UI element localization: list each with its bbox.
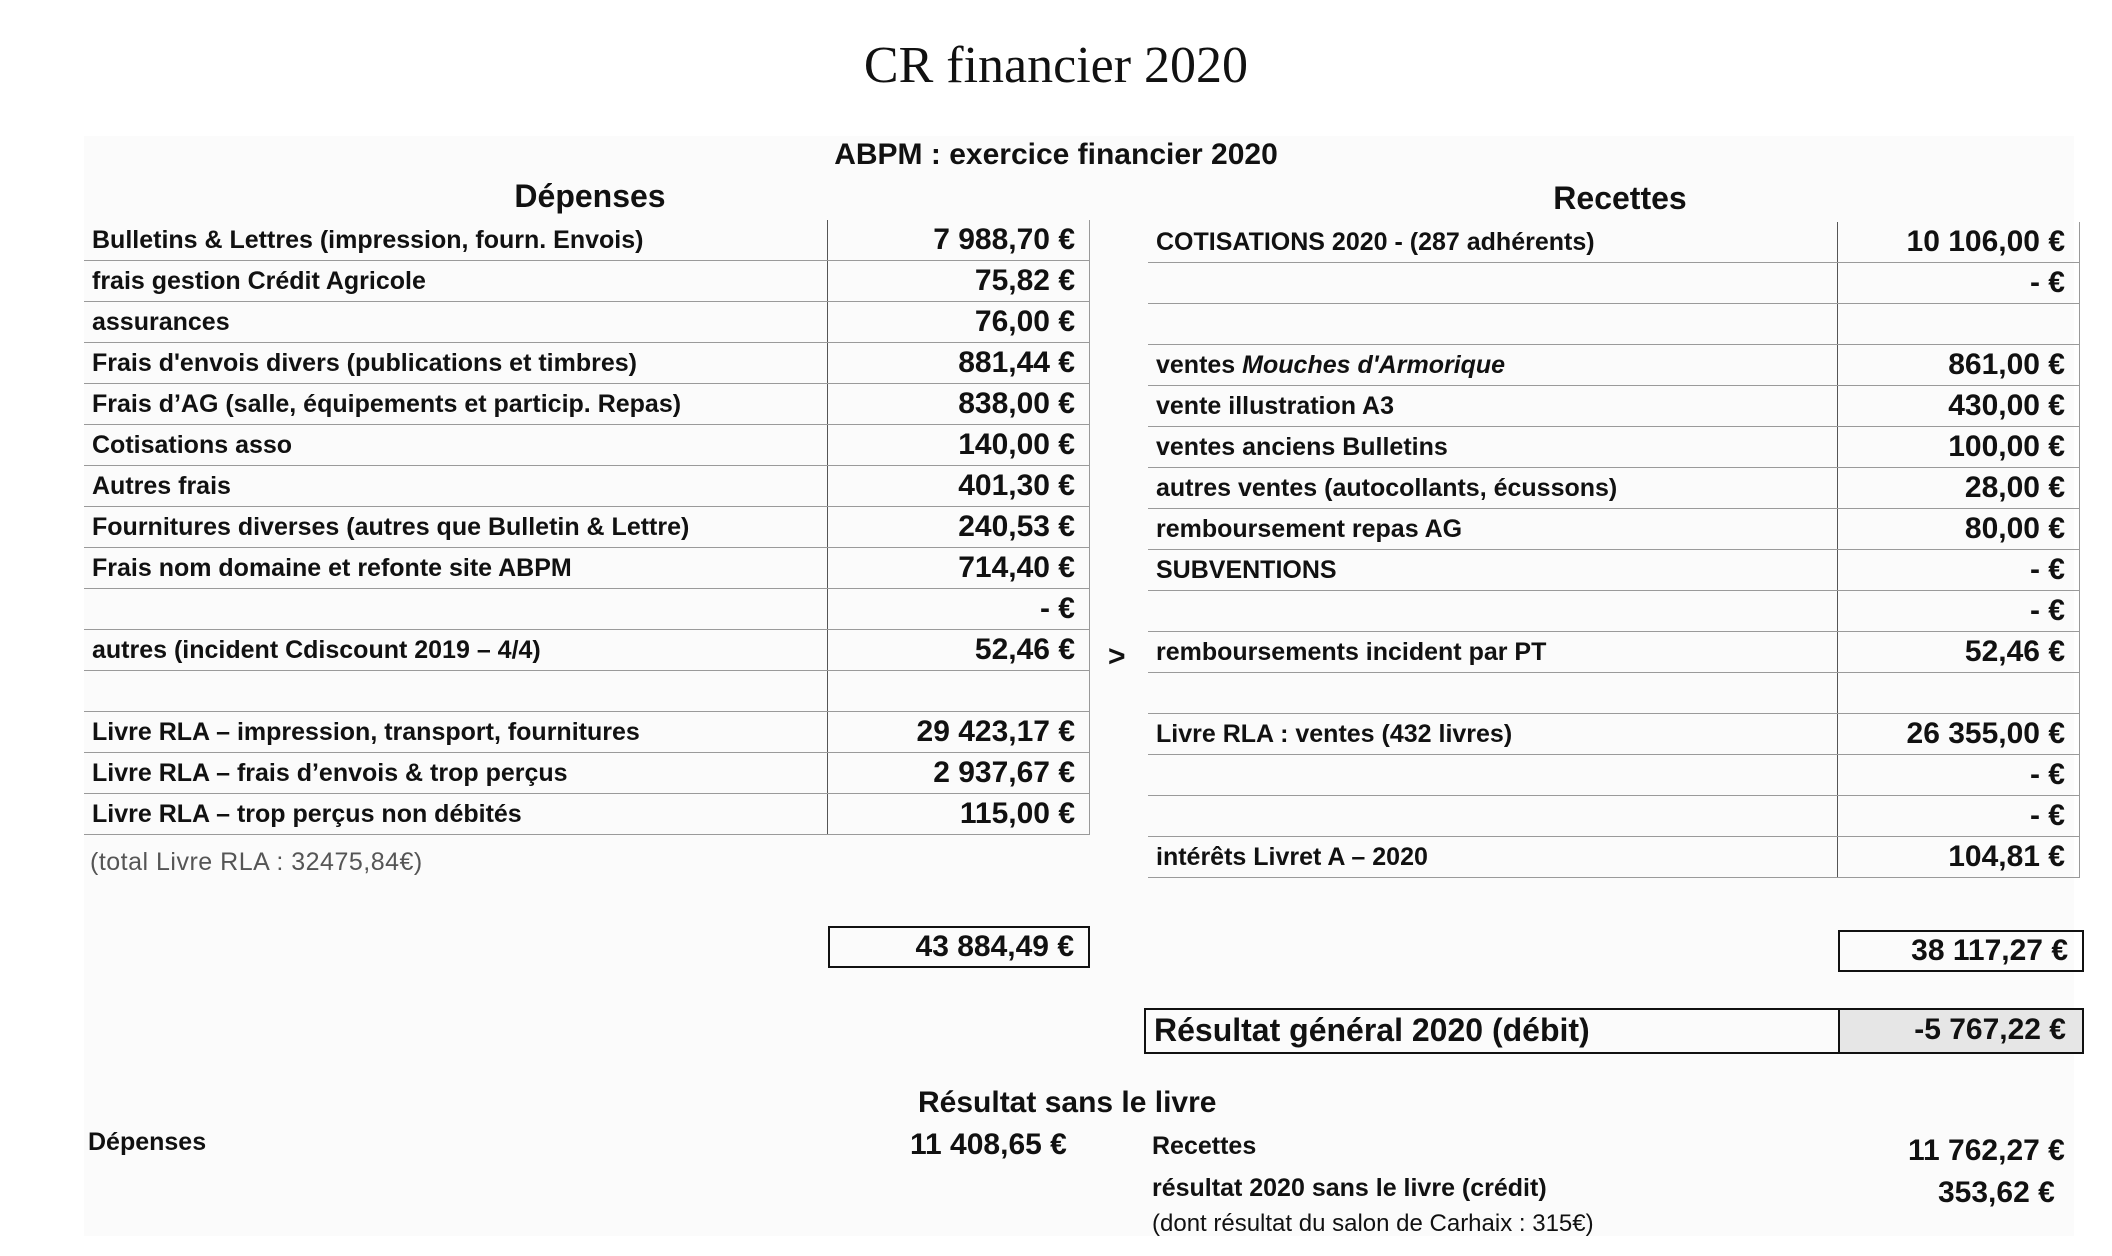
row-label: Livre RLA – frais d’envois & trop perçus	[84, 753, 828, 794]
row-label: vente illustration A3	[1148, 386, 1838, 427]
row-label: autres ventes (autocollants, écussons)	[1148, 468, 1838, 509]
row-label	[1148, 345, 1838, 386]
table-row	[84, 466, 1090, 507]
depenses-table	[84, 220, 1090, 835]
table-row	[84, 302, 1090, 343]
row-amount: 140,00 €	[828, 425, 1090, 466]
sans-livre-resultat-value: 353,62 €	[1938, 1176, 2055, 1209]
row-label: intérêts Livret A – 2020	[1148, 837, 1838, 878]
row-amount: 2 937,67 €	[828, 753, 1090, 794]
row-amount: - €	[1838, 591, 2080, 632]
row-amount: 29 423,17 €	[828, 712, 1090, 753]
sans-livre-title: Résultat sans le livre	[918, 1086, 1217, 1119]
row-amount: 52,46 €	[828, 630, 1090, 671]
row-amount: - €	[1838, 550, 2080, 591]
arrow-marker: >	[1108, 640, 1126, 673]
row-amount: 10 106,00 €	[1838, 222, 2080, 263]
table-row	[1148, 509, 2080, 550]
row-label: assurances	[84, 302, 828, 343]
table-row	[84, 589, 1090, 630]
resultat-general-label: Résultat général 2020 (débit)	[1144, 1008, 1838, 1054]
row-amount: - €	[1838, 796, 2080, 837]
table-row	[1148, 427, 2080, 468]
salon-carhaix-note: (dont résultat du salon de Carhaix : 315€)	[1152, 1210, 1594, 1237]
sheet-subtitle: ABPM : exercice financier 2020	[834, 138, 1278, 171]
table-row	[84, 261, 1090, 302]
table-row	[1148, 345, 2080, 386]
sans-livre-depenses-value: 11 408,65 €	[910, 1128, 1067, 1161]
table-row	[84, 384, 1090, 425]
row-label: Livre RLA : ventes (432 livres)	[1148, 714, 1838, 755]
row-amount: 7 988,70 €	[828, 220, 1090, 261]
table-row	[84, 794, 1090, 835]
row-label: Cotisations asso	[84, 425, 828, 466]
depenses-header: Dépenses	[514, 178, 666, 214]
recettes-table	[1148, 222, 2080, 878]
row-amount: - €	[1838, 263, 2080, 304]
table-row	[1148, 796, 2080, 837]
row-amount: 861,00 €	[1838, 345, 2080, 386]
row-label: SUBVENTIONS	[1148, 550, 1838, 591]
row-label: Frais nom domaine et refonte site ABPM	[84, 548, 828, 589]
recettes-total: 38 117,27 €	[1838, 930, 2084, 972]
table-row	[1148, 714, 2080, 755]
row-amount: 52,46 €	[1838, 632, 2080, 673]
row-label	[1148, 304, 1838, 345]
row-amount: 714,40 €	[828, 548, 1090, 589]
row-label	[1148, 591, 1838, 632]
recettes-header: Recettes	[1553, 180, 1687, 216]
table-row	[84, 712, 1090, 753]
sans-livre-resultat-label: résultat 2020 sans le livre (crédit)	[1152, 1174, 1547, 1202]
row-amount: - €	[828, 589, 1090, 630]
table-row	[84, 753, 1090, 794]
table-row	[1148, 591, 2080, 632]
row-amount	[1838, 304, 2080, 345]
row-label: ventes anciens Bulletins	[1148, 427, 1838, 468]
table-row	[84, 425, 1090, 466]
table-row	[1148, 837, 2080, 878]
row-amount: 104,81 €	[1838, 837, 2080, 878]
row-label: Livre RLA – impression, transport, fournitures	[84, 712, 828, 753]
document-title: CR financier 2020	[863, 37, 1249, 94]
depenses-total: 43 884,49 €	[828, 926, 1090, 968]
table-row	[84, 507, 1090, 548]
row-label	[1148, 796, 1838, 837]
row-amount: 115,00 €	[828, 794, 1090, 835]
row-amount: 401,30 €	[828, 466, 1090, 507]
row-label: Autres frais	[84, 466, 828, 507]
table-row	[84, 548, 1090, 589]
sans-livre-recettes-value: 11 762,27 €	[1908, 1134, 2065, 1167]
table-row	[1148, 304, 2080, 345]
table-row	[1148, 755, 2080, 796]
row-amount: - €	[1838, 755, 2080, 796]
row-amount: 80,00 €	[1838, 509, 2080, 550]
table-row	[84, 343, 1090, 384]
table-row	[1148, 632, 2080, 673]
row-amount: 430,00 €	[1838, 386, 2080, 427]
row-amount: 240,53 €	[828, 507, 1090, 548]
row-label: frais gestion Crédit Agricole	[84, 261, 828, 302]
row-label	[1148, 755, 1838, 796]
sans-livre-depenses-label: Dépenses	[88, 1128, 207, 1156]
resultat-general-value: -5 767,22 €	[1838, 1008, 2084, 1054]
table-row-spacer	[84, 671, 1090, 712]
row-label: remboursements incident par PT	[1148, 632, 1838, 673]
table-row-spacer	[1148, 673, 2080, 714]
sans-livre-recettes-label: Recettes	[1152, 1132, 1257, 1160]
table-row	[1148, 550, 2080, 591]
table-row	[1148, 222, 2080, 263]
row-label: COTISATIONS 2020 - (287 adhérents)	[1148, 222, 1838, 263]
row-label: remboursement repas AG	[1148, 509, 1838, 550]
table-row	[84, 630, 1090, 671]
livre-total-note: (total Livre RLA : 32475,84€)	[90, 848, 423, 876]
row-amount: 838,00 €	[828, 384, 1090, 425]
row-amount: 26 355,00 €	[1838, 714, 2080, 755]
row-label	[1148, 263, 1838, 304]
table-row	[1148, 468, 2080, 509]
row-amount: 881,44 €	[828, 343, 1090, 384]
row-amount: 76,00 €	[828, 302, 1090, 343]
row-label: Fournitures diverses (autres que Bulletin & Lettre)	[84, 507, 828, 548]
table-row	[1148, 386, 2080, 427]
row-amount: 28,00 €	[1838, 468, 2080, 509]
row-label: Livre RLA – trop perçus non débités	[84, 794, 828, 835]
table-row	[84, 220, 1090, 261]
row-label: Bulletins & Lettres (impression, fourn. Envois)	[84, 220, 828, 261]
table-row	[1148, 263, 2080, 304]
row-amount: 100,00 €	[1838, 427, 2080, 468]
row-label: Frais d’AG (salle, équipements et particip. Repas)	[84, 384, 828, 425]
row-label-prefix: ventes	[1156, 350, 1243, 379]
row-label: autres (incident Cdiscount 2019 – 4/4)	[84, 630, 828, 671]
row-label	[84, 589, 828, 630]
row-amount: 75,82 €	[828, 261, 1090, 302]
row-label-italic: Mouches d'Armorique	[1242, 350, 1506, 379]
row-label: Frais d'envois divers (publications et timbres)	[84, 343, 828, 384]
